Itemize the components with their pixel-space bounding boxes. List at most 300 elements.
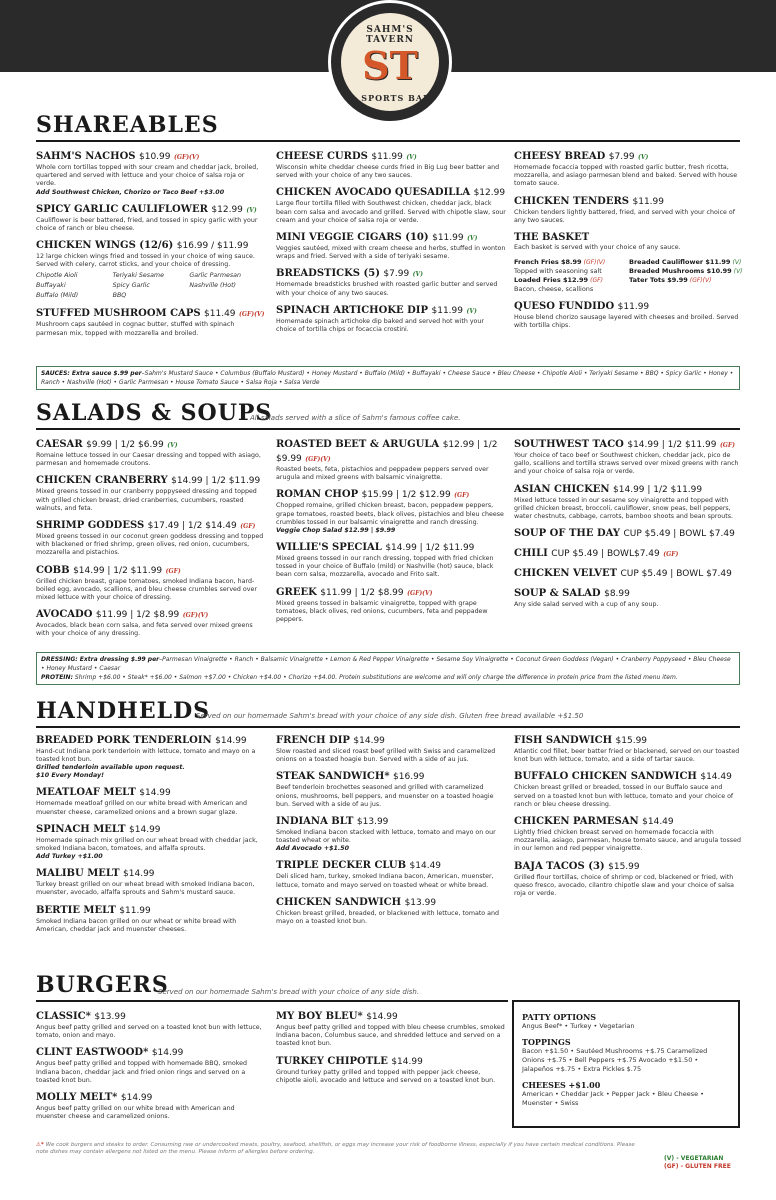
- menu-item: [514, 527, 744, 541]
- wing-sauce-option: Spicy Garlic: [112, 282, 150, 290]
- menu-item-note: Grilled tenderloin available upon request.: [36, 764, 185, 772]
- wing-sauce-list: [36, 271, 266, 301]
- menu-item-heading: [276, 267, 506, 281]
- menu-item-price: $15.99: [608, 861, 640, 872]
- menu-item: [276, 859, 506, 889]
- menu-item: [36, 438, 266, 468]
- logo: [328, 0, 452, 124]
- menu-item-name: BREADED PORK TENDERLOIN: [36, 735, 212, 746]
- menu-item-price: $12.99: [211, 204, 243, 215]
- menu-item: [36, 474, 266, 513]
- menu-item-name: SPINACH MELT: [36, 823, 126, 835]
- menu-item-name: CHEESE CURDS: [276, 151, 368, 162]
- shareables-col3: [514, 150, 744, 337]
- diet-tag: (V): [638, 154, 649, 161]
- menu-item-name: ROASTED BEET & ARUGULA: [276, 439, 440, 450]
- menu-item-heading: [36, 608, 266, 622]
- footer-warning-text: We cook burgers and steaks to order. Consuming raw or undercooked meats, poultry, seafood, shellfish, or eggs may increase your risk of foodborne illness, especially if you have certain medical conditions. Please note dishes may contain allergens not listed on the menu. Please inform of allergies before ordering.: [36, 1142, 635, 1155]
- menu-item-heading: [276, 586, 506, 600]
- menu-item-price: $14.49: [409, 861, 442, 872]
- handhelds-col2: [276, 734, 506, 932]
- diet-tag: (GF): [590, 277, 603, 285]
- menu-item-price: $11.99 | 1/2 $8.99: [320, 587, 404, 598]
- burgers-title: BURGERS: [36, 972, 169, 998]
- diet-tag: (GF): [454, 492, 470, 500]
- menu-item-price: $11.99: [432, 233, 464, 244]
- menu-item-description: Angus beef patty grilled and topped with bleu cheese crumbles, smoked Indiana bacon, Columbus sauce, and shredded lettuce and served on a toasted knot bun.: [276, 1024, 505, 1048]
- menu-item: [36, 867, 266, 897]
- menu-item-price: $9.99 | 1/2 $6.99: [86, 440, 164, 450]
- basket-options: [514, 258, 744, 294]
- shareables-rule: [36, 140, 740, 142]
- menu-item-description: Roasted beets, feta, pistachios and peppadew peppers served over arugula and mixed greens with balsamic vinaigrette.: [276, 466, 489, 482]
- menu-item-heading: [36, 867, 266, 881]
- menu-item-name: FISH SANDWICH: [514, 735, 613, 746]
- menu-item-description: Angus beef patty grilled on our white bread with American and muenster cheese and caramelized onions.: [36, 1105, 235, 1121]
- basket-option-label: Bacon, cheese, scallions: [514, 285, 594, 294]
- handhelds-col3: [514, 734, 744, 904]
- menu-item: [276, 586, 506, 625]
- menu-item-description: Any side salad served with a cup of any soup.: [514, 601, 659, 609]
- menu-item-description: Homemade spinach artichoke dip baked and served hot with your choice of tortilla chips or focaccia crostini.: [276, 317, 484, 334]
- logo-ring: [339, 11, 441, 113]
- menu-item-description: Angus beef patty grilled and topped with homemade BBQ, smoked Indiana bacon, cheddar jack and fried onion rings and served on a toasted knot bun.: [36, 1060, 248, 1084]
- menu-item-heading: [276, 488, 506, 502]
- menu-item-heading: [36, 519, 266, 533]
- menu-item-description: Homemade focaccia topped with roasted garlic butter, fresh ricotta, mozzarella, and asiago parmesan blend and baked. Served with house tomato sauce.: [514, 164, 738, 188]
- wing-sauce-option: Garlic Parmesan: [189, 272, 242, 280]
- menu-item: [276, 267, 506, 297]
- menu-item-description: 12 large chicken wings fried and tossed in your choice of wing sauce. Served with celery, carrot sticks, and your choice of dressing.: [36, 253, 255, 269]
- menu-item: [36, 734, 266, 780]
- menu-item-name: BAJA TACOS (3): [514, 860, 605, 872]
- menu-item: [36, 823, 266, 861]
- menu-item: [36, 150, 266, 197]
- diet-tag: (V): [167, 442, 178, 449]
- legend: [664, 1155, 744, 1171]
- wing-sauce-option: Buffayaki: [36, 282, 66, 290]
- basket-option-label: Loaded Fries $12.99: [514, 276, 589, 285]
- wing-sauce-option: Buffalo (Mild): [36, 292, 79, 300]
- logo-bottom-text: & SPORTS BAR: [349, 93, 431, 103]
- menu-item-price: $14.99: [366, 1012, 398, 1022]
- menu-item-note: Add Avocado +$1.50: [276, 845, 350, 853]
- menu-item: [36, 307, 266, 337]
- menu-item-heading: [276, 186, 506, 200]
- menu-item-description: Mixed greens tossed in our cranberry poppyseed dressing and topped with grilled chicken breast, dried cranberries, cucumbers, roasted walnuts, and feta.: [36, 488, 257, 512]
- menu-item-name: CHICKEN CRANBERRY: [36, 475, 168, 487]
- menu-item-name: SOUP OF THE DAY: [514, 528, 621, 540]
- patty-options-box: [512, 1000, 740, 1128]
- diet-tag: (GF)(V): [239, 311, 265, 319]
- menu-item-price: $13.99: [356, 817, 389, 828]
- menu-item-heading: [276, 815, 506, 829]
- footer-disclaimer: [36, 1142, 636, 1156]
- menu-item-name: MINI VEGGIE CIGARS (10): [276, 232, 429, 244]
- menu-item-price: $11.49: [204, 309, 236, 320]
- menu-item-note: Add Southwest Chicken, Chorizo or Taco Beef +$3.00: [36, 188, 225, 196]
- menu-item: [514, 587, 744, 609]
- menu-item: [36, 904, 266, 934]
- menu-item-price: $8.99: [604, 589, 630, 600]
- dressing-text: –Parmesan Vinaigrette • Ranch • Balsamic Vinaigrette • Lemon & Red Pepper Vinaigrette • Sesame Soy Vinaigrette • Coconut Green Goddess (Vegan) • Cranberry Poppyseed • Bleu Cheese • Honey Mustard • Caesar: [41, 656, 731, 672]
- menu-item-price: $14.49: [700, 772, 732, 783]
- menu-item-name: TRIPLE DECKER CLUB: [276, 860, 407, 872]
- menu-item-price: $14.99 | 1/2 $11.99: [73, 565, 163, 576]
- menu-item-description: Chopped romaine, grilled chicken breast, bacon, peppadew peppers, grape tomatoes, roasted beets, black olives, pistachios and bleu cheese crumbles tossed in our balsamic vinaigrette and ranch dressing.: [276, 502, 504, 526]
- menu-item-description: Homemade breadsticks brushed with roasted garlic butter and served with your choice of any two sauces.: [276, 281, 498, 297]
- menu-item-name: BERTIE MELT: [36, 904, 116, 916]
- toppings-heading: TOPPINGS: [522, 1037, 571, 1047]
- menu-item-name: SOUP & SALAD: [514, 588, 601, 600]
- menu-item-name: SHRIMP GODDESS: [36, 520, 145, 532]
- menu-item-description: Romaine lettuce tossed in our Caesar dressing and topped with asiago, parmesan and homemade croutons.: [36, 452, 261, 468]
- menu-item: [276, 1055, 506, 1085]
- salads-col2: [276, 438, 506, 630]
- menu-item-description: Turkey breast grilled on our wheat bread with smoked Indiana bacon, muenster, avocado, alfalfa sprouts and Sahm's mustard sauce.: [36, 881, 255, 897]
- sauces-text: –Sahm's Mustard Sauce • Columbus (Buffalo Mustard) • Honey Mustard • Buffalo (Mild) • Buffayaki • Cheese Sauce • Bleu Cheese • Chipotle Aioli • Teriyaki Sesame • BBQ • Spicy Garlic • Honey • Ranch • Nashville (Hot) • Garlic Parmesan • House Tomato Sauce • Salsa Roja • Salsa Verde: [41, 370, 734, 386]
- menu-item: [514, 483, 744, 522]
- menu-item-heading: [514, 438, 744, 452]
- menu-item-name: ASIAN CHICKEN: [514, 483, 610, 495]
- burgers-note: Served on our homemade Sahm's bread with your choice of any side dish.: [158, 988, 420, 996]
- handhelds-col1: [36, 734, 266, 940]
- menu-item-price: CUP $5.49 | BOWL $7.49: [620, 569, 732, 580]
- menu-item-heading: [36, 564, 266, 578]
- menu-item-price: $12.99: [473, 188, 506, 199]
- menu-item-name: CHICKEN TENDERS: [514, 195, 630, 207]
- diet-tag: (GF): [240, 523, 256, 531]
- diet-tag: (V): [467, 235, 478, 243]
- menu-item-heading: [276, 438, 506, 466]
- menu-item: [36, 239, 266, 301]
- menu-item-price: $11.99: [371, 152, 403, 162]
- menu-item-price: $17.49 | 1/2 $14.49: [147, 521, 237, 532]
- patty-options-text: Angus Beef* • Turkey • Vegetarian: [522, 1022, 635, 1030]
- menu-item-name: BUFFALO CHICKEN SANDWICH: [514, 771, 697, 783]
- menu-item-price: $14.99 | 1/2 $11.99: [613, 484, 703, 495]
- patty-options-heading: PATTY OPTIONS: [522, 1012, 597, 1022]
- menu-item-price: $14.99: [353, 736, 385, 746]
- menu-item-description: Lightly fried chicken breast served on homemade focaccia with mozzarella, asiago, parmesan, house tomato sauce, and arugula tossed in our lemon and red pepper vinaigrette.: [514, 829, 741, 853]
- menu-item-description: Atlantic cod fillet, beer batter fried or blackened, served on our toasted knot bun with lettuce, tomato, and a side of tartar sauce.: [514, 748, 740, 764]
- menu-item-description: Mixed greens tossed in our coconut green goddess dressing and topped with blackened or fried shrimp, green olives, red onion, cucumbers, mozzarella and pistachios.: [36, 533, 264, 557]
- menu-item-name: MEATLOAF MELT: [36, 787, 136, 799]
- diet-tag: (GF)(V): [689, 277, 712, 285]
- salads-title: SALADS & SOUPS: [36, 400, 273, 426]
- menu-item: [514, 567, 744, 581]
- menu-item-heading: [276, 541, 506, 555]
- menu-item-name: CHICKEN AVOCADO QUESADILLA: [276, 187, 471, 199]
- diet-tag: (V): [732, 259, 742, 267]
- wing-sauce-option: Nashville (Hot): [189, 282, 236, 290]
- menu-item-price: $16.99: [393, 772, 425, 783]
- menu-item-price: $11.99: [119, 905, 151, 916]
- menu-item: [514, 438, 744, 477]
- menu-item-name: COBB: [36, 564, 70, 576]
- menu-item-price: $7.99: [608, 152, 635, 162]
- wing-sauce-option: Teriyaki Sesame: [112, 272, 164, 280]
- menu-item-name: QUESO FUNDIDO: [514, 301, 615, 313]
- menu-item-price: $10.99: [139, 152, 171, 162]
- menu-item: [276, 186, 506, 225]
- menu-item-note: Add Turkey +$1.00: [36, 853, 103, 861]
- menu-item-heading: [514, 195, 744, 209]
- cheeses-text: American • Cheddar Jack • Pepper Jack • Bleu Cheese • Muenster • Swiss: [522, 1090, 705, 1107]
- logo-top-text: SAHM'S TAVERN: [365, 25, 415, 45]
- menu-item-heading: [36, 307, 266, 321]
- menu-item-description: Mixed greens tossed in our ranch dressing, topped with fried chicken tossed in your choice of Buffalo (mild) or Nashville (hot) sauce, black bean corn salsa, mozzarella, avocado and Frito salt.: [276, 555, 494, 579]
- menu-item-name: CAESAR: [36, 439, 83, 450]
- diet-tag: (GF): [719, 442, 735, 449]
- menu-item-heading: [514, 483, 744, 497]
- menu-item-name: INDIANA BLT: [276, 816, 354, 828]
- menu-item-description: Chicken breast grilled, breaded, or blackened with lettuce, tomato and mayo on a toasted knot bun.: [276, 909, 499, 926]
- basket-option: [629, 285, 744, 294]
- diet-tag: (GF)(V): [583, 259, 606, 267]
- menu-item-heading: [276, 859, 506, 873]
- menu-item: [514, 815, 744, 854]
- wing-sauce-option: [189, 291, 266, 301]
- diet-tag: (V): [466, 307, 477, 315]
- menu-item-description: Smoked Indiana bacon stacked with lettuce, tomato and mayo on our toasted wheat or white.: [276, 829, 496, 845]
- menu-item-price: $14.49: [642, 817, 674, 828]
- menu-item-name: FRENCH DIP: [276, 735, 350, 746]
- menu-item-name: CHICKEN SANDWICH: [276, 896, 402, 908]
- menu-item-price: $11.99: [617, 302, 650, 313]
- diet-tag: (GF)(V): [407, 589, 433, 597]
- protein-label: PROTEIN:: [41, 674, 73, 681]
- menu-item-price: $14.99: [120, 1093, 153, 1104]
- salads-col1: [36, 438, 266, 645]
- menu-item-description: Your choice of taco beef or Southwest chicken, cheddar jack, pico de gallo, scallions and tortilla straws served over mixed greens with ranch and your choice of salsa roja or verde.: [514, 452, 739, 476]
- menu-item-name: AVOCADO: [36, 609, 93, 621]
- handhelds-title: HANDHELDS: [36, 698, 211, 724]
- menu-item: [36, 1010, 266, 1040]
- menu-item-description: Grilled chicken breast, grape tomatoes, smoked Indiana bacon, hard-boiled egg, avocado, scallions, and bleu cheese crumbles served over mixed lettuce with your choice of dressing.: [36, 577, 257, 602]
- menu-item-heading: [514, 300, 744, 314]
- menu-item-description: House blend chorizo sausage layered with cheeses and broiled. Served with tortilla chips.: [514, 314, 739, 330]
- menu-item-name: ROMAN CHOP: [276, 489, 359, 501]
- menu-item-note: $10 Every Monday!: [36, 772, 105, 780]
- basket-option: [629, 267, 744, 276]
- legend-gluten-free: (GF) - GLUTEN FREE: [664, 1163, 731, 1170]
- wing-sauce-option: BBQ: [112, 292, 127, 300]
- menu-item-name: MY BOY BLEU*: [276, 1011, 363, 1022]
- basket-option: [629, 276, 744, 285]
- menu-item-heading: [276, 734, 506, 748]
- salads-note: All salads served with a slice of Sahm's famous coffee cake.: [250, 414, 461, 422]
- menu-item-name: STUFFED MUSHROOM CAPS: [36, 308, 201, 320]
- menu-item-description: Mixed greens tossed in balsamic vinaigrette, topped with grape tomatoes, black olives, red onions, cucumbers, feta and peppadew peppers.: [276, 599, 488, 624]
- menu-item-name: CHILI: [514, 548, 548, 560]
- menu-item-name: SPINACH ARTICHOKE DIP: [276, 304, 429, 316]
- menu-item: [514, 231, 744, 252]
- toppings-text: Bacon +$1.50 • Sautéed Mushrooms +$.75 Caramelized Onions +$.75 • Bell Peppers +$.75 Avocado +$1.50 • Jalapeños +$.75 • Extra Pickles $.75: [522, 1047, 708, 1073]
- menu-item-price: $16.99 / $11.99: [176, 241, 249, 252]
- menu-item: [514, 300, 744, 330]
- menu-item-price: $14.99: [123, 869, 155, 880]
- menu-item-price: $15.99 | 1/2 $12.99: [361, 490, 451, 501]
- menu-item-heading: [36, 1046, 266, 1060]
- menu-item: [276, 815, 506, 853]
- menu-item-description: Veggies sautéed, mixed with cream cheese and herbs, stuffed in wonton wraps and fried. Served with a side of teriyaki sesame.: [276, 245, 506, 261]
- menu-item-price: $14.99: [391, 1056, 423, 1067]
- menu-item-heading: [36, 904, 266, 918]
- menu-item-price: $11.99 | 1/2 $8.99: [95, 610, 180, 621]
- menu-item-heading: [276, 231, 506, 245]
- menu-item: [276, 150, 506, 180]
- dressing-label: DRESSING: Extra dressing $.99 per: [41, 656, 160, 663]
- burgers-rule: [36, 1000, 508, 1002]
- basket-option: [514, 285, 629, 294]
- basket-option-label: Breaded Cauliflower $11.99: [629, 258, 731, 267]
- menu-item: [276, 734, 506, 764]
- basket-option-label: French Fries $8.99: [514, 258, 582, 267]
- menu-item: [36, 786, 266, 816]
- menu-item-description: Beef tenderloin brochettes seasoned and grilled with caramelized onions, mushrooms, bell peppers, and muenster on a toasted hoagie bun. Served with a side of au jus.: [276, 784, 494, 808]
- menu-item: [276, 304, 506, 334]
- menu-item-description: Deli sliced ham, turkey, smoked Indiana bacon, American, muenster, lettuce, tomato and mayo served on toasted wheat or white bread.: [276, 873, 494, 889]
- menu-item: [276, 488, 506, 535]
- diet-tag: (GF): [663, 551, 679, 559]
- salads-rule: [36, 428, 740, 430]
- menu-item-name: CHICKEN VELVET: [514, 568, 618, 580]
- basket-option: [514, 267, 629, 276]
- menu-item-heading: [514, 567, 744, 581]
- diet-tag: (GF)(V): [173, 154, 200, 161]
- menu-item: [514, 734, 744, 764]
- diet-tag: (GF)(V): [305, 456, 331, 463]
- menu-item-price: CUP $5.49 | BOWL $7.49: [623, 529, 735, 540]
- menu-item-name: SPICY GARLIC CAULIFLOWER: [36, 203, 208, 215]
- menu-item: [36, 203, 266, 233]
- menu-item: [36, 608, 266, 638]
- menu-item-heading: [36, 734, 266, 748]
- menu-item-description: Mixed lettuce tossed in our sesame soy vinaigrette and topped with grilled chicken breast, broccoli, cauliflower, snow peas, bell peppers, water chestnuts, cabbage, carrots, bamboo shoots and bean sprouts.: [514, 496, 733, 521]
- menu-item-description: Slow roasted and sliced roast beef grilled with Swiss and caramelized onions on a toasted hoagie bun. Served with a side of au jus.: [276, 748, 496, 764]
- menu-item-heading: [514, 815, 744, 829]
- menu-item-price: $11.99: [632, 196, 664, 207]
- menu-item-name: SAHM'S NACHOS: [36, 151, 136, 162]
- menu-item-name: SOUTHWEST TACO: [514, 439, 624, 450]
- logo-mark: ST: [362, 43, 418, 88]
- menu-item-price: CUP $5.49 | BOWL$7.49: [551, 549, 660, 560]
- menu-item-heading: [514, 547, 744, 561]
- menu-item-description: Avocados, black bean corn salsa, and feta served over mixed greens with your choice of any dressing.: [36, 622, 253, 638]
- menu-item-description: Chicken breast grilled or breaded, tossed in our Buffalo sauce and served on a toasted knot bun with lettuce, tomato and your choice of ranch or bleu cheese dressing.: [514, 784, 734, 808]
- dressing-box: [36, 652, 740, 685]
- menu-item-description: Homemade spinach mix grilled on our wheat bread with cheddar jack, smoked Indiana bacon, tomatoes, and alfalfa sprouts.: [36, 836, 258, 853]
- shareables-col1: [36, 150, 266, 344]
- menu-item-price: $7.99: [383, 269, 410, 280]
- menu-item-heading: [514, 587, 744, 601]
- burgers-col2: [276, 1010, 506, 1091]
- menu-item-description: Grilled flour tortillas, choice of shrimp or cod, blackened or fried, with queso fresco, avocado, cilantro chipotle slaw and your choice of salsa roja or verde.: [514, 873, 735, 898]
- menu-item-name: TURKEY CHIPOTLE: [276, 1055, 388, 1067]
- menu-item-name: GREEK: [276, 586, 317, 598]
- menu-item: [276, 231, 506, 261]
- sauces-box: [36, 366, 740, 390]
- menu-item: [276, 438, 506, 482]
- menu-item: [514, 150, 744, 189]
- menu-item: [36, 564, 266, 603]
- menu-item-heading: [36, 239, 266, 253]
- menu-item-heading: [514, 150, 744, 164]
- warning-icon: ⚠*: [36, 1142, 44, 1148]
- basket-option-label: Topped with seasoning salt: [514, 267, 602, 276]
- menu-item-name: WILLIE'S SPECIAL: [276, 542, 382, 554]
- menu-item-description: Hand-cut Indiana pork tenderloin with lettuce, tomato and mayo on a toasted knot bun.: [36, 748, 256, 764]
- menu-item-heading: [276, 1055, 506, 1069]
- menu-item: [36, 519, 266, 558]
- basket-option: [514, 276, 629, 285]
- menu-item-name: CLINT EASTWOOD*: [36, 1047, 149, 1059]
- menu-item-heading: [276, 150, 506, 164]
- menu-item-name: CHEESY BREAD: [514, 151, 606, 162]
- menu-item-heading: [36, 1091, 266, 1105]
- menu-item-name: STEAK SANDWICH*: [276, 771, 390, 783]
- menu-item-price: $14.99 | 1/2 $11.99: [627, 440, 717, 450]
- menu-item-heading: [36, 474, 266, 488]
- shareables-title: SHAREABLES: [36, 112, 219, 138]
- menu-item-description: Whole corn tortillas topped with sour cream and cheddar jack, broiled, quartered and served with lettuce and your choice of salsa roja or verde.: [36, 164, 259, 188]
- legend-vegetarian: (V) - VEGETARIAN: [664, 1155, 724, 1162]
- menu-item-description: Chicken tenders lightly battered, fried, and served with your choice of any two sauces.: [514, 208, 735, 224]
- handhelds-note: Served on our homemade Sahm's bread with your choice of any side dish. Gluten free bread available +$1.50: [196, 712, 584, 720]
- menu-item-name: CHICKEN WINGS (12/6): [36, 240, 174, 252]
- menu-item: [514, 860, 744, 899]
- menu-item-name: CLASSIC*: [36, 1011, 91, 1022]
- menu-item-heading: [276, 896, 506, 910]
- menu-item-description: Smoked Indiana bacon grilled on our wheat or white bread with American, cheddar jack and muenster cheeses.: [36, 917, 237, 933]
- menu-item-description: Homemade meatloaf grilled on our white bread with American and muenster cheese, caramelized onions and a brown sugar glaze.: [36, 800, 248, 816]
- menu-item-description: Angus beef patty grilled and served on a toasted knot bun with lettuce, tomato, onion and mayo.: [36, 1024, 262, 1040]
- menu-item-heading: [36, 438, 266, 452]
- menu-item: [276, 896, 506, 926]
- menu-item-name: BREADSTICKS (5): [276, 268, 380, 280]
- menu-item-note: Veggie Chop Salad $12.99 | $9.99: [276, 527, 396, 535]
- burgers-col1: [36, 1010, 266, 1127]
- menu-item-description: Each basket is served with your choice of any sauce.: [514, 244, 681, 252]
- menu-item-price: $14.99 | 1/2 $11.99: [171, 476, 261, 487]
- menu-item-name: THE BASKET: [514, 232, 590, 244]
- menu-item-heading: [514, 231, 744, 244]
- menu-item-heading: [276, 304, 506, 318]
- menu-item-name: MOLLY MELT*: [36, 1092, 118, 1104]
- handhelds-rule: [36, 726, 740, 728]
- menu-item-heading: [36, 1010, 266, 1024]
- menu-item-heading: [276, 1010, 506, 1024]
- menu-item-heading: [276, 770, 506, 784]
- basket-option-label: Tater Tots $9.99: [629, 276, 688, 285]
- basket-option: [629, 258, 744, 267]
- menu-item: [514, 770, 744, 809]
- menu-item-price: $14.99: [139, 788, 171, 799]
- protein-text: Shrimp +$6.00 • Steak* +$6.00 • Salmon +$7.00 • Chicken +$4.00 • Chorizo +$4.00. Protein substitutions are welcome and will only charge the difference in protein price from the listed menu item.: [74, 674, 678, 681]
- menu-item: [276, 541, 506, 580]
- shareables-col2: [276, 150, 506, 340]
- menu-item-heading: [36, 823, 266, 837]
- menu-item-description: Large flour tortilla filled with Southwest chicken, cheddar jack, black bean corn salsa and avocado and grilled. Served with chipotle slaw, sour cream and your choice of salsa roja or verde.: [276, 200, 506, 224]
- menu-item-heading: [514, 527, 744, 541]
- menu-item-heading: [514, 770, 744, 784]
- menu-item-price: $12.99 | 1/2 $9.99: [276, 440, 498, 464]
- diet-tag: (V): [246, 206, 257, 214]
- wing-sauce-option: Chipotle Aioli: [36, 272, 78, 280]
- diet-tag: (V): [412, 271, 424, 279]
- cheeses-heading: CHEESES +$1.00: [522, 1080, 601, 1090]
